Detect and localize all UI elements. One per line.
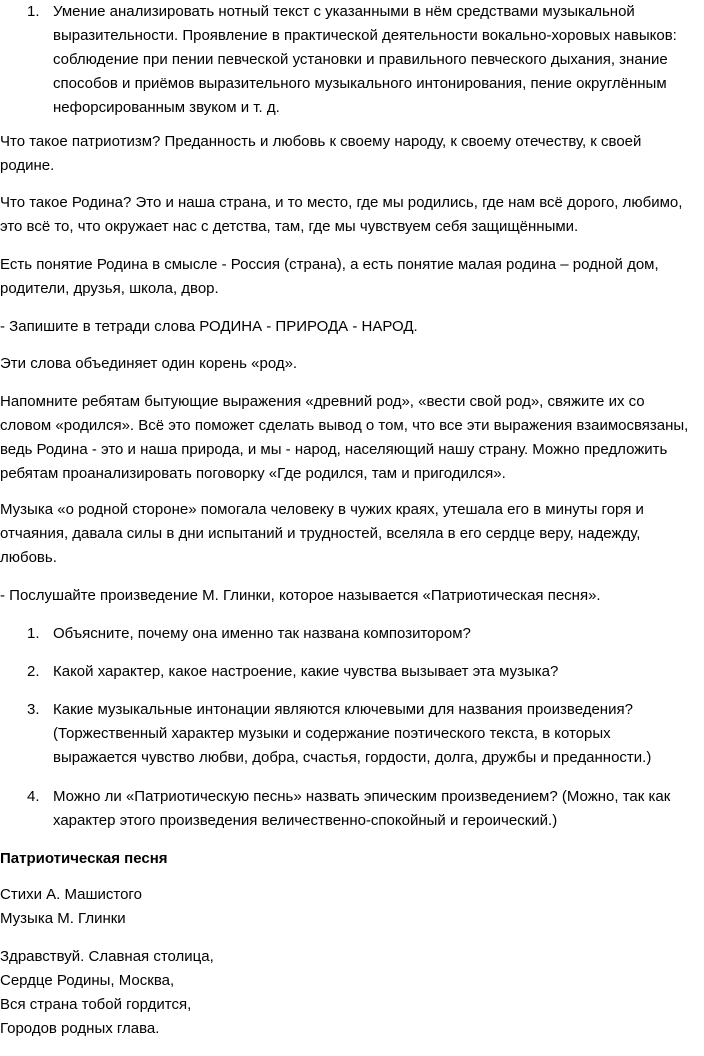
text-line: ведь Родина - это и наша природа, и мы - народ, населяющий нашу страну. Можно предложить [0,441,668,458]
text-line: Эти слова объединяет один корень «род». [0,355,298,372]
text-line: Умение анализировать нотный текст с указанными в нём средствами музыкальной [53,3,635,20]
credit-line: Музыка М. Глинки [0,910,126,927]
text-line: Какой характер, какое настроение, какие чувства вызывает эта музыка? [53,663,559,680]
verse-line: Вся страна тобой гордится, [0,996,192,1013]
list-number: 1. [27,625,40,642]
question-item [53,785,693,833]
paragraph-patriotism [0,130,700,178]
text-line: ребятам проанализировать поговорку «Где родился, там и пригодился». [0,465,506,482]
text-line: - Послушайте произведение М. Глинки, которое называется «Патриотическая песня». [0,587,601,604]
list-number: 1. [27,3,40,20]
paragraph-homeland [0,191,700,239]
list-number: 3. [27,701,40,718]
text-line: Что такое патриотизм? Преданность и любовь к своему народу, к своему отечеству, к своей [0,133,642,150]
text-line: характер этого произведения величественно-спокойный и героический.) [53,812,558,829]
paragraph-listen [0,584,700,608]
paragraph-write-words [0,315,700,339]
text-line: словом «родился». Всё это поможет сделать вывод о том, что все эти выражения взаимосвязаны, [0,417,689,434]
paragraph-root-word [0,352,700,376]
song-credits [0,883,700,931]
paragraph-expressions [0,390,700,486]
text-line: выражается чувство любви, добра, счастья, гордости, долга, дружбы и преданности.) [53,749,652,766]
question-item [53,622,693,646]
paragraph-music-homeland [0,498,700,570]
text-line: родине. [0,157,55,174]
text-line: Что такое Родина? Это и наша страна, и то место, где мы родились, где нам всё дорого, любимо, [0,194,683,211]
text-line: Напомните ребятам бытующие выражения «древний род», «вести свой род», свяжите их со [0,393,645,410]
list-item-skills [53,0,693,120]
text-line: нефорсированным звуком и т. д. [53,99,280,116]
text-line: способов и приёмов выразительного музыкального интонирования, пение округлённым [53,75,667,92]
text-line: Какие музыкальные интонации являются ключевыми для названия произведения? [53,701,633,718]
song-verse [0,945,700,1041]
credit-line: Стихи А. Машистого [0,886,142,903]
song-title: Патриотическая песня [0,850,168,867]
text-line: отчаяния, давала силы в дни испытаний и трудностей, вселяла в его сердце веру, надежду, [0,525,641,542]
text-line: - Запишите в тетради слова РОДИНА - ПРИРОДА - НАРОД. [0,318,418,335]
text-line: любовь. [0,549,57,566]
text-line: родители, друзья, школа, двор. [0,280,219,297]
text-line: выразительности. Проявление в практической деятельности вокально-хоровых навыков: [53,27,677,44]
question-item [53,698,693,770]
text-line: это всё то, что окружает нас с детства, там, где мы чувствуем себя защищёнными. [0,218,579,235]
verse-line: Сердце Родины, Москва, [0,972,175,989]
text-line: Можно ли «Патриотическую песнь» назвать эпическим произведением? (Можно, так как [53,788,671,805]
list-number: 4. [27,788,40,805]
question-item [53,660,693,684]
verse-line: Здравствуй. Славная столица, [0,948,214,965]
verse-line: Городов родных глава. [0,1020,160,1037]
text-line: соблюдение при пении певческой установки и правильного певческого дыхания, знание [53,51,668,68]
text-line: Есть понятие Родина в смысле - Россия (страна), а есть понятие малая родина – родной дом, [0,256,659,273]
text-line: (Торжественный характер музыки и содержание поэтического текста, в которых [53,725,611,742]
text-line: Музыка «о родной стороне» помогала человеку в чужих краях, утешала его в минуты горя и [0,501,644,518]
paragraph-small-homeland [0,253,700,301]
text-line: Объясните, почему она именно так названа композитором? [53,625,471,642]
list-number: 2. [27,663,40,680]
